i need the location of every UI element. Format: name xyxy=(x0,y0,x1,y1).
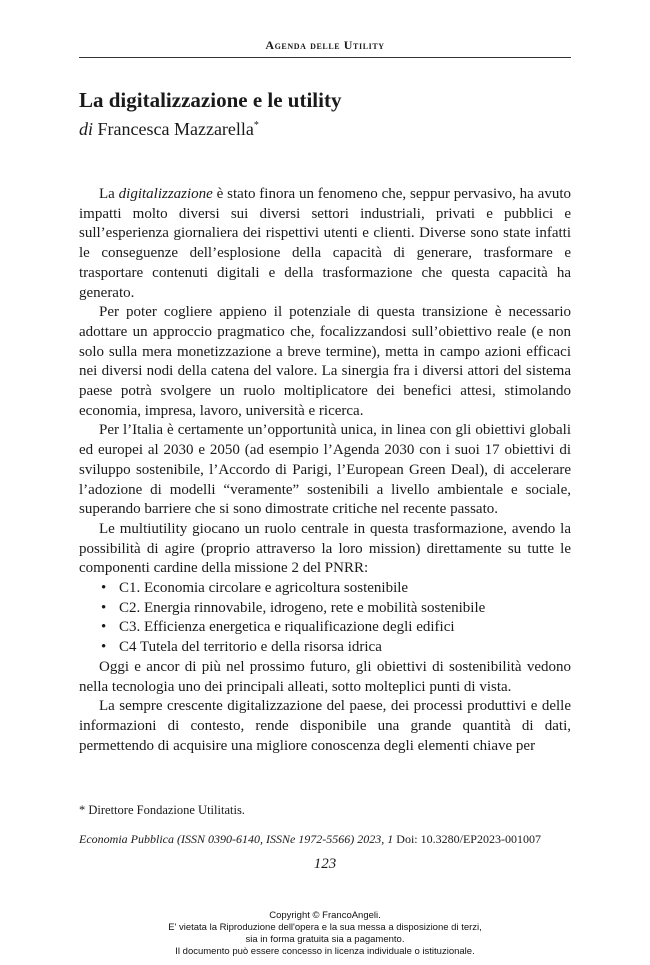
list-item xyxy=(101,618,571,638)
list-item-text: C4 Tutela del territorio e della risorsa idrica xyxy=(119,639,382,656)
bullet-marker: • xyxy=(101,599,107,616)
page-number: 123 xyxy=(313,856,337,872)
author-footnote: * Direttore Fondazione Utilitatis. xyxy=(79,803,245,817)
body-paragraph: Per l’Italia è certamente un’opportunità unica, in linea con gli obiettivi globali ed europei al 2030 e 2050 (ad esempio l’Agenda 2030 con i suoi 17 obiettivi di sviluppo sostenibile, l’Accordo di Parigi, l’European Green Deal), di accelerare l’adozione di modelli “veramente” sostenibili a livello ambientale e sociale, superando barriere che si sono dimostrate critiche nel recente passato. xyxy=(79,422,571,518)
bullet-marker: • xyxy=(101,619,107,636)
running-header: Agenda delle Utility xyxy=(265,38,385,52)
list-item xyxy=(101,638,571,658)
list-item-text: C1. Economia circolare e agricoltura sostenibile xyxy=(119,580,409,597)
article-body xyxy=(79,185,571,756)
copyright-line: sia in forma gratuita sia a pagamento. xyxy=(245,934,405,945)
list-item xyxy=(101,579,571,599)
journal-citation xyxy=(79,832,579,847)
copyright-notice xyxy=(0,910,650,958)
list-item xyxy=(101,599,571,619)
paragraph-text: è stato finora un fenomeno che, seppur pervasivo, ha avuto impatti molto diversi sui diversi settori industriali, privati e pubblici e sull’esperienza giornaliera dei rispettivi utenti e clienti. Diverse sono state infatti le conseguenze dell’esplosione della capacità di generare, trasformare e trasportare contenuti digitali e della trasformazione che questa capacità ha generato. xyxy=(79,186,571,301)
body-paragraph: Le multiutility giocano un ruolo centrale in questa trasformazione, avendo la possibilità di agire (proprio attraverso la loro mission) direttamente su tutte le componenti cardine della missione 2 del PNRR: xyxy=(79,520,571,577)
article-author xyxy=(79,117,571,141)
journal-reference: Economia Pubblica (ISSN 0390-6140, ISSNe 1972-5566) 2023, 1 xyxy=(79,832,394,846)
bullet-marker: • xyxy=(101,639,107,656)
bullet-marker: • xyxy=(101,580,107,597)
list-item-text: C2. Energia rinnovabile, idrogeno, rete e mobilità sostenibile xyxy=(119,599,486,616)
body-paragraph: Oggi e ancor di più nel prossimo futuro, gli obiettivi di sostenibilità vedono nella tecnologia uno dei principali alleati, sotto molteplici punti di vista. xyxy=(79,658,571,695)
copyright-line: E' vietata la Riproduzione dell'opera e la sua messa a disposizione di terzi, xyxy=(168,922,482,933)
list-item-text: C3. Efficienza energetica e riqualificazione degli edifici xyxy=(119,619,455,636)
mission-components-list xyxy=(79,579,571,658)
doi-reference: Doi: 10.3280/EP2023-001007 xyxy=(393,832,541,846)
body-paragraph xyxy=(79,185,571,303)
header-divider xyxy=(79,57,571,58)
article-title: La digitalizzazione e le utility xyxy=(79,88,342,112)
body-paragraph: Per poter cogliere appieno il potenziale di questa transizione è necessario adottare un approccio pragmatico che, focalizzandosi sull’obiettivo reale (e non solo sulla mera monetizzazione a breve termine), metta in campo azioni efficaci nei diversi nodi della catena del valore. La sinergia fra i diversi attori del sistema paese potrà svolgere un ruolo moltiplicatore dei benefici attesi, stimolando economia, impresa, lavoro, università e ricerca. xyxy=(79,304,571,419)
copyright-line: Il documento può essere concesso in licenza individuale o istituzionale. xyxy=(175,946,475,957)
body-paragraph: La sempre crescente digitalizzazione del paese, dei processi produttivi e delle informazioni di contesto, rende disponibile una grande quantità di dati, permettendo di acquisire una migliore conoscenza degli elementi chiave per xyxy=(79,698,571,754)
paragraph-text: La xyxy=(99,186,119,202)
author-footnote-mark: * xyxy=(253,120,259,131)
emphasized-term: digitalizzazione xyxy=(118,186,213,202)
author-prefix: di xyxy=(79,119,94,139)
author-name: Francesca Mazzarella xyxy=(97,119,254,139)
copyright-line: Copyright © FrancoAngeli. xyxy=(269,910,381,921)
